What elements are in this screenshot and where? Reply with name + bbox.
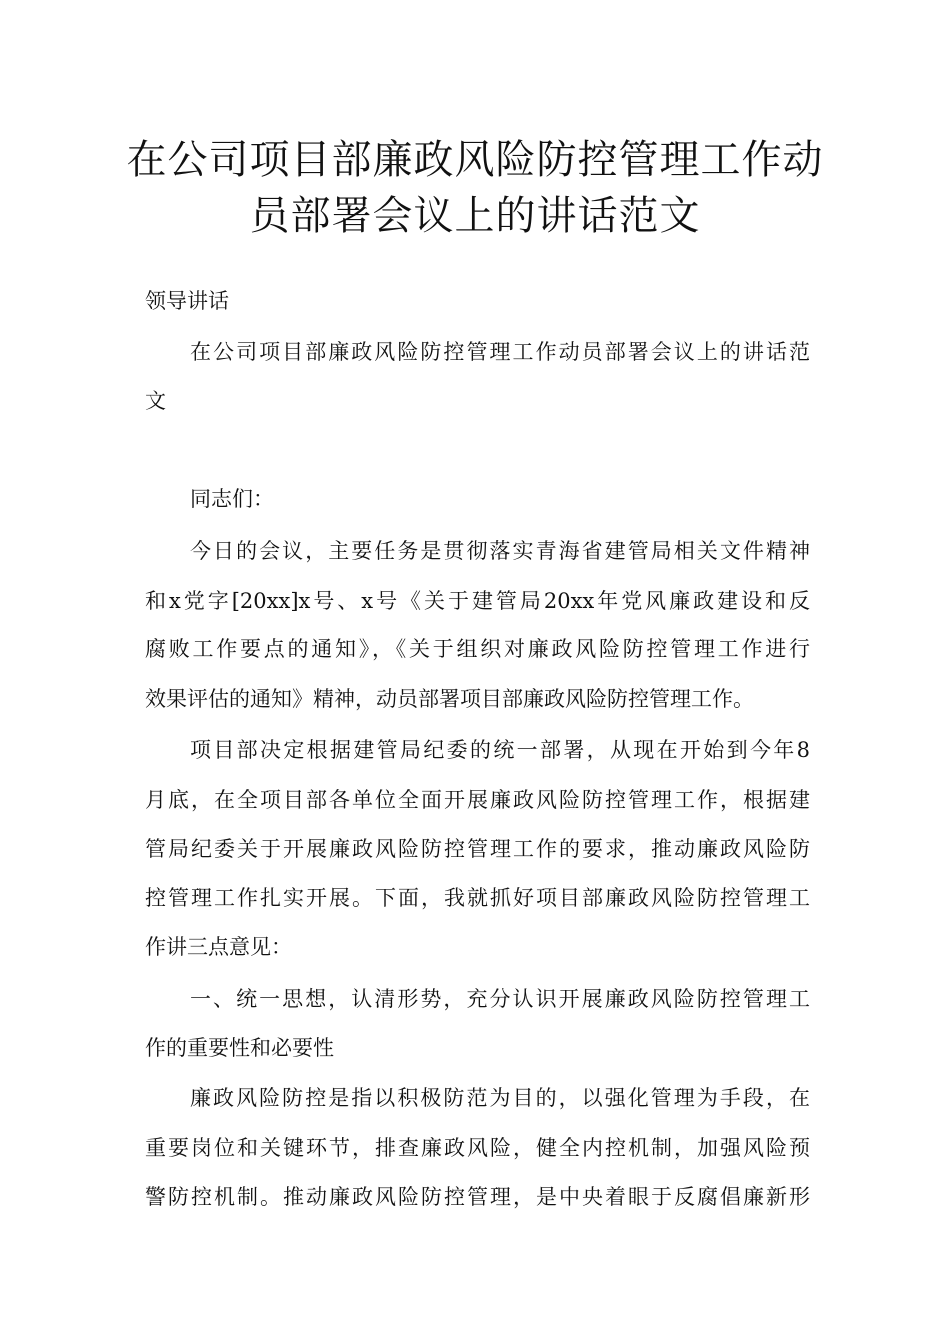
body-line: 和x党字[20xx]x号、x号《关于建管局20xx年党风廉政建设和反 <box>145 589 810 613</box>
body-line: 控管理工作扎实开展。下面，我就抓好项目部廉政风险防控管理工 <box>145 886 810 910</box>
salutation: 同志们： <box>190 487 274 511</box>
body-line: 警防控机制。推动廉政风险防控管理，是中央着眼于反腐倡廉新形 <box>145 1185 810 1209</box>
category-label: 领导讲话 <box>145 289 229 313</box>
body-line: 腐败工作要点的通知》，《关于组织对廉政风险防控管理工作进行 <box>145 637 810 661</box>
document-title-line-2: 员部署会议上的讲话范文 <box>249 193 701 239</box>
body-line: 在公司项目部廉政风险防控管理工作动员部署会议上的讲话范 <box>190 340 810 364</box>
body-line: 项目部决定根据建管局纪委的统一部署，从现在开始到今年8 <box>190 738 810 762</box>
body-line: 重要岗位和关键环节，排查廉政风险，健全内控机制，加强风险预 <box>145 1136 810 1160</box>
body-line: 作讲三点意见： <box>145 935 292 959</box>
body-line: 今日的会议，主要任务是贯彻落实青海省建管局相关文件精神 <box>190 539 810 563</box>
body-line: 文 <box>145 389 166 413</box>
section-heading-1: 一、统一思想，认清形势，充分认识开展廉政风险防控管理工 <box>190 987 810 1011</box>
body-line: 效果评估的通知》精神，动员部署项目部廉政风险防控管理工作。 <box>145 687 754 711</box>
section-heading-1-cont: 作的重要性和必要性 <box>145 1036 334 1060</box>
body-line: 廉政风险防控是指以积极防范为目的，以强化管理为手段，在 <box>190 1086 810 1110</box>
body-line: 月底，在全项目部各单位全面开展廉政风险防控管理工作，根据建 <box>145 788 810 812</box>
body-line: 管局纪委关于开展廉政风险防控管理工作的要求，推动廉政风险防 <box>145 837 810 861</box>
document-title-line-1: 在公司项目部廉政风险防控管理工作动 <box>126 137 824 183</box>
